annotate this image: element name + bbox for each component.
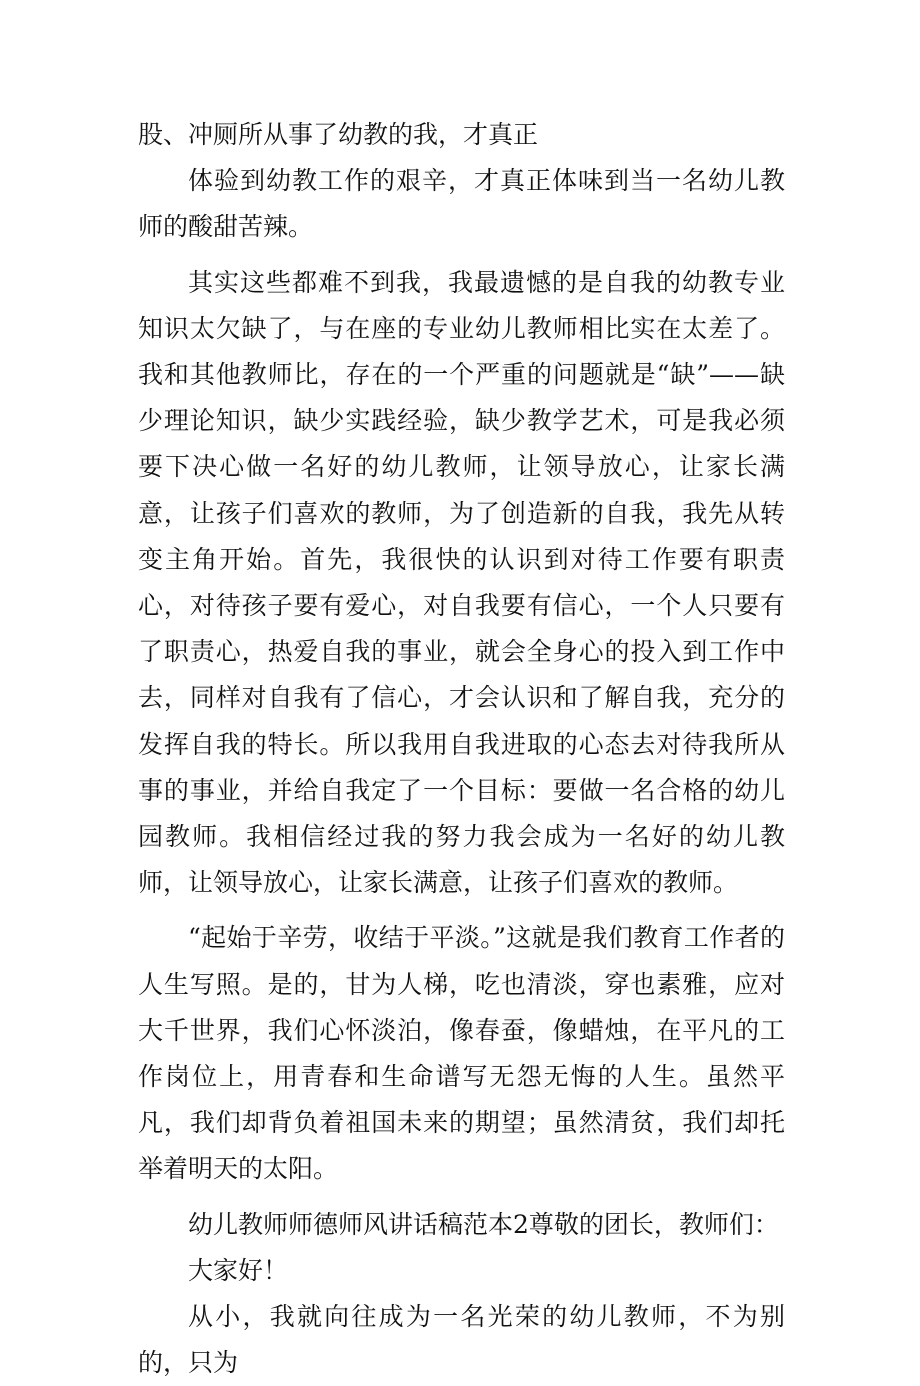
- paragraph-3: 其实这些都难不到我，我最遗憾的是自我的幼教专业知识太欠缺了，与在座的专业幼儿教师相比实在太差了。我和其他教师比，存在的一个严重的问题就是“缺”——缺少理论知识，缺少实践经验，缺少教学艺术，可是我必须要下决心做一名好的幼儿教师，让领导放心，让家长满意，让孩子们喜欢的教师，为了创造新的自我，我先从转变主角开始。首先，我很快的认识到对待工作要有职责心，对待孩子要有爱心，对自我要有信心，一个人只要有了职责心，热爱自我的事业，就会全身心的投入到工作中去，同样对自我有了信心，才会认识和了解自我，充分的发挥自我的特长。所以我用自我进取的心态去对待我所从事的事业，并给自我定了一个目标：要做一名合格的幼儿园教师。我相信经过我的努力我会成为一名好的幼儿教师，让领导放心，让家长满意，让孩子们喜欢的教师。: [138, 267, 785, 898]
- paragraph-5: 幼儿教师师德师风讲话稿范本2尊敬的团长，教师们：: [188, 1209, 779, 1239]
- paragraph-1: 股、冲厕所从事了幼教的我，才真正: [138, 120, 539, 149]
- paragraph-4: “起始于辛劳，收结于平淡。”这就是我们教育工作者的人生写照。是的，甘为人梯，吃也清淡，穿也素雅，应对大千世界，我们心怀淡泊，像春蚕，像蜡烛，在平凡的工作岗位上，用青春和生命谱写无怨无悔的人生。虽然平凡，我们却背负着祖国未来的期望；虽然清贫，我们却托举着明天的太阳。: [138, 923, 785, 1184]
- document-body: [138, 112, 785, 1386]
- paragraph-7: 从小，我就向往成为一名光荣的幼儿教师，不为别的，只为: [138, 1302, 785, 1378]
- paragraph-2: 体验到幼教工作的艰辛，才真正体味到当一名幼儿教师的酸甜苦辣。: [138, 166, 785, 242]
- paragraph-6: 大家好！: [188, 1255, 289, 1285]
